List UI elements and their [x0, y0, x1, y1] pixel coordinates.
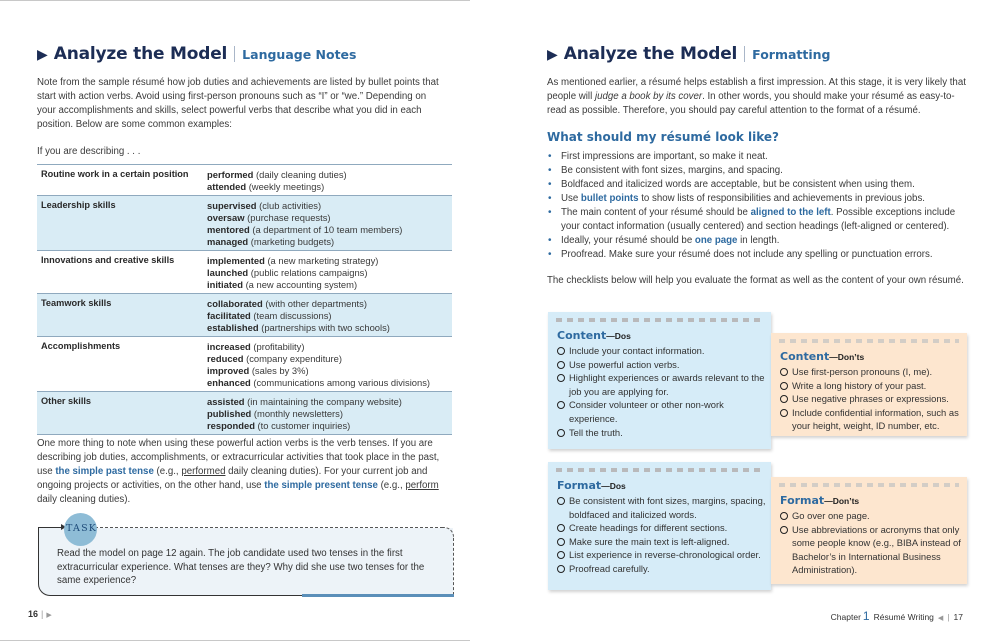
action-verb: responded — [207, 419, 255, 431]
verb-object: (purchase requests) — [247, 212, 331, 224]
verb-object: (communications among various divisions) — [253, 376, 431, 388]
tense-note-text: daily cleaning duties). — [37, 494, 131, 505]
verb-object: (a department of 10 team members) — [252, 223, 403, 235]
task-arrow-line — [38, 527, 64, 528]
verb-example — [207, 396, 452, 408]
action-verb: enhanced — [207, 376, 251, 388]
action-verb: supervised — [207, 200, 257, 212]
checkbox-ring-icon — [557, 361, 565, 369]
verb-object: (club activities) — [259, 200, 322, 212]
page-number: 16 — [28, 609, 39, 619]
card-title-sub: —Dos — [606, 331, 631, 341]
card-dashed-stripe — [779, 339, 959, 343]
checklist-item-text: Use negative phrases or expressions. — [792, 393, 949, 405]
checkbox-ring-icon — [780, 368, 788, 376]
left-page — [0, 0, 499, 642]
checklist-item — [780, 365, 967, 379]
question-heading: What should my résumé look like? — [547, 130, 779, 144]
action-verb: implemented — [207, 255, 265, 267]
past-example: performed — [181, 466, 226, 477]
emphasis-term: bullet points — [580, 193, 639, 204]
checklist-item-text: List experience in reverse-chronological order. — [569, 549, 761, 561]
verb-object: (public relations campaigns) — [250, 266, 368, 278]
bullet-text: First impressions are important, so make it neat. — [561, 151, 768, 162]
card-title — [557, 479, 771, 492]
checkbox-ring-icon — [557, 565, 565, 573]
bullet-dot-icon: • — [548, 165, 552, 176]
action-verb: attended — [207, 180, 247, 192]
table-verbs — [207, 255, 452, 290]
chapter-number: 1 — [862, 609, 870, 623]
table-lead: If you are describing . . . — [37, 146, 141, 157]
action-verb: collaborated — [207, 298, 263, 310]
verb-object: (daily cleaning duties) — [255, 169, 347, 180]
checklist-item — [557, 494, 771, 521]
verb-object: (company expenditure) — [246, 353, 342, 365]
chapter-title: Résumé Writing — [873, 612, 934, 622]
section-title: Analyze the Model — [563, 44, 738, 64]
checklist-item-text: Include your contact information. — [569, 345, 705, 356]
card-title-sub: —Dos — [601, 481, 626, 491]
verb-example — [207, 408, 452, 420]
task-dashed-border — [453, 538, 454, 595]
card-title-sub: —Don’ts — [824, 496, 860, 506]
play-triangle-icon: ▶ — [547, 46, 558, 62]
checklist-item-text: Highlight experiences or awards relevant to the job you are applying for. — [569, 372, 765, 397]
table-category: Accomplishments — [41, 341, 121, 352]
table-category: Leadership skills — [41, 200, 116, 211]
emphasis-term: aligned to the left — [750, 207, 831, 218]
action-verb: performed — [207, 169, 254, 180]
list-item — [547, 206, 967, 234]
intro-paragraph: Note from the sample résumé how job duties and achievements are listed by bullet points that start with action verbs. Avoid using first-person pronouns such as “I” or “we.” Depending on your accomplishments and skills, select powerful verbs that describe what you did in each position. Below are some common examples: — [37, 77, 439, 130]
checkbox-ring-icon — [557, 551, 565, 559]
folio-separator: | — [41, 609, 44, 619]
verb-example — [207, 341, 452, 353]
table-row — [37, 251, 452, 294]
checklist — [557, 344, 771, 439]
verb-object: (team discussions) — [253, 310, 332, 322]
action-verb: increased — [207, 341, 251, 353]
action-verb: improved — [207, 364, 250, 376]
page-folio-left — [28, 609, 52, 619]
checklist-item — [557, 548, 771, 562]
tense-note-text: (e.g., — [377, 480, 406, 491]
section-subtitle: Language Notes — [242, 47, 357, 62]
table-verbs — [207, 200, 452, 247]
verb-example — [207, 310, 452, 322]
card-dashed-stripe — [556, 318, 763, 322]
card-dashed-stripe — [556, 468, 763, 472]
checklist-card-content-dos — [548, 312, 771, 449]
checkbox-ring-icon — [557, 538, 565, 546]
verb-example — [207, 298, 452, 310]
table-row — [37, 392, 452, 435]
action-verb: oversaw — [207, 212, 245, 224]
list-item — [547, 192, 967, 206]
section-subtitle: Formatting — [752, 47, 831, 62]
checkbox-ring-icon — [557, 347, 565, 355]
checklist-item — [557, 398, 771, 425]
chapter-label: Chapter — [830, 612, 861, 622]
verb-example — [207, 279, 452, 291]
action-verb-table — [37, 164, 452, 435]
action-verb: assisted — [207, 396, 245, 408]
checkbox-ring-icon — [780, 409, 788, 417]
checklist — [780, 365, 967, 433]
checklist-item-text: Use powerful action verbs. — [569, 358, 680, 370]
card-title-main: Content — [780, 350, 830, 363]
checklist-item — [780, 406, 967, 433]
list-item — [547, 164, 967, 178]
verb-object: (in maintaining the company website) — [247, 396, 402, 408]
action-verb: launched — [207, 266, 249, 278]
card-dashed-stripe — [779, 483, 959, 487]
checklist — [557, 494, 771, 576]
verb-example — [207, 353, 452, 365]
verb-example — [207, 322, 452, 334]
checklist-item — [557, 358, 771, 372]
small-triangle-icon: ◀ — [937, 615, 944, 622]
verb-object: (monthly newsletters) — [253, 407, 343, 419]
checkbox-ring-icon — [780, 512, 788, 520]
table-category: Innovations and creative skills — [41, 255, 175, 266]
page-folio-right — [831, 609, 963, 623]
checkbox-ring-icon — [557, 374, 565, 382]
checklist-item — [557, 535, 771, 549]
list-item — [547, 178, 967, 192]
checklist-item-text: Include confidential information, such as your height, weight, ID number, etc. — [792, 406, 959, 432]
heading-divider — [744, 46, 745, 62]
table-row — [37, 196, 452, 251]
verb-object: (marketing budgets) — [250, 235, 335, 247]
verb-object: (to customer inquiries) — [257, 419, 351, 431]
table-category: Other skills — [41, 396, 92, 407]
checklist-item — [780, 523, 967, 577]
bullet-dot-icon: • — [548, 249, 552, 260]
checklist-item — [780, 392, 967, 406]
bullet-text: Boldfaced and italicized words are acceptable, but be consistent when using them. — [561, 179, 915, 190]
table-verbs — [207, 169, 452, 192]
table-verbs — [207, 298, 452, 333]
bullet-text: Use — [561, 193, 581, 204]
verb-example — [207, 181, 452, 193]
table-verbs — [207, 341, 452, 388]
task-dashed-border — [95, 527, 443, 528]
checklist — [780, 509, 967, 577]
checklist-card-format-dos — [548, 462, 771, 590]
tense-note-text: daily cleaning duties). For your current job and ongoing projects or activities, on the other hand, use — [37, 466, 428, 491]
present-example: perform — [405, 480, 439, 491]
list-item — [547, 150, 967, 164]
intro-text: As mentioned earlier, a résumé helps establish a first impression. At this stage, it is very likely that people will — [547, 77, 966, 102]
verb-example — [207, 267, 452, 279]
simple-past-term: the simple past tense — [55, 466, 154, 477]
checkbox-ring-icon — [557, 429, 565, 437]
table-row — [37, 294, 452, 337]
table-row — [37, 337, 452, 392]
bullet-text: to show lists of responsibilities and achievements in previous jobs. — [638, 193, 925, 204]
task-text: Read the model on page 12 again. The job candidate used two tenses in the first extracurricular experience. What tenses are they? Why did she use two tenses for the same experience? — [57, 548, 425, 586]
checklist-item — [557, 371, 771, 398]
formatting-bullet-list — [547, 150, 967, 262]
bullet-dot-icon: • — [548, 193, 552, 204]
checklist-item — [557, 426, 771, 440]
verb-object: (a new marketing strategy) — [267, 255, 379, 267]
bullet-text: Ideally, your résumé should be — [561, 235, 695, 246]
verb-example — [207, 420, 452, 432]
list-item — [547, 234, 967, 248]
simple-present-term: the simple present tense — [264, 480, 378, 491]
checklist-item-text: Go over one page. — [792, 510, 870, 521]
card-title-sub: —Don’ts — [829, 352, 865, 362]
page-number: 17 — [953, 612, 963, 622]
checklist-card-format-donts — [771, 477, 967, 584]
checklist-item-text: Use first-person pronouns (I, me). — [792, 366, 933, 377]
action-verb: established — [207, 321, 259, 333]
small-triangle-icon: ▶ — [46, 612, 52, 619]
card-title — [780, 494, 967, 507]
checkbox-ring-icon — [557, 401, 565, 409]
verb-example — [207, 377, 452, 389]
idiom-italic: judge a book by its cover — [594, 91, 703, 102]
card-title-main: Format — [780, 494, 825, 507]
action-verb: initiated — [207, 278, 243, 290]
verb-example — [207, 224, 452, 236]
bullet-dot-icon: • — [548, 151, 552, 162]
list-item — [547, 248, 967, 262]
card-title — [780, 350, 967, 363]
checkbox-ring-icon — [780, 382, 788, 390]
verb-object: (partnerships with two schools) — [261, 321, 390, 333]
bullet-text: The main content of your résumé should be — [561, 207, 751, 218]
verb-object: (a new accounting system) — [245, 278, 358, 290]
checklist-item — [780, 509, 967, 523]
verb-object: (profitability) — [253, 341, 305, 353]
tense-note-text: (e.g., — [153, 466, 182, 477]
table-category: Teamwork skills — [41, 298, 112, 309]
folio-separator: | — [947, 612, 950, 622]
intro-text: . In other words, you should make your résumé as easy-to-read as possible. Therefore, you should pay careful attention to the format of a résumé. — [547, 91, 955, 116]
emphasis-term: one page — [694, 235, 738, 246]
card-title — [557, 329, 771, 342]
heading-divider — [234, 46, 235, 62]
checkbox-ring-icon — [780, 526, 788, 534]
checklist-item — [557, 344, 771, 358]
verb-example — [207, 365, 452, 377]
table-category: Routine work in a certain position — [41, 169, 189, 179]
checklist-item — [557, 562, 771, 576]
bullet-text: in length. — [737, 235, 780, 246]
bullet-dot-icon: • — [548, 179, 552, 190]
verb-object: (sales by 3%) — [251, 364, 309, 376]
section-heading-formatting — [547, 44, 831, 64]
verb-object: (weekly meetings) — [248, 180, 325, 192]
checklist-item-text: Consider volunteer or other non-work experience. — [569, 399, 724, 424]
play-triangle-icon: ▶ — [37, 46, 48, 62]
verb-example — [207, 200, 452, 212]
section-title: Analyze the Model — [53, 44, 228, 64]
checklist-item — [780, 379, 967, 393]
bullet-text: . Possible exceptions include your contact information (usually centered) and section headings (left-aligned or centered). — [561, 207, 956, 232]
checklist-item-text: Create headings for different sections. — [569, 522, 728, 534]
checkbox-ring-icon — [780, 395, 788, 403]
action-verb: managed — [207, 235, 249, 247]
checklist-card-content-donts — [771, 333, 967, 436]
verb-example — [207, 236, 452, 248]
bullet-text: Proofread. Make sure your résumé does not include any spelling or punctuation errors. — [561, 249, 933, 260]
checklist-item-text: Proofread carefully. — [569, 562, 650, 574]
checkbox-ring-icon — [557, 524, 565, 532]
checklist-item-text: Tell the truth. — [569, 426, 623, 438]
checklist-item-text: Be consistent with font sizes, margins, spacing, boldfaced and italicized words. — [569, 495, 766, 520]
checklist-intro: The checklists below will help you evaluate the format as well as the content of your own résumé. — [547, 275, 964, 286]
checklist-item-text: Make sure the main text is left-aligned. — [569, 535, 730, 547]
task-label: TASK — [66, 523, 98, 534]
action-verb: facilitated — [207, 310, 251, 322]
card-title-main: Content — [557, 329, 607, 342]
verb-example — [207, 255, 452, 267]
verb-example — [207, 169, 452, 181]
card-title-main: Format — [557, 479, 602, 492]
bullet-text: Be consistent with font sizes, margins, and spacing. — [561, 165, 783, 176]
action-verb: mentored — [207, 223, 250, 235]
task-accent-bar — [302, 594, 454, 597]
checklist-item-text: Use abbreviations or acronyms that only some people know (e.g., BIBA instead of Bachelor’s in International Business Administration). — [792, 523, 961, 576]
tense-note-paragraph — [37, 437, 452, 507]
table-row — [37, 165, 452, 196]
verb-object: (with other departments) — [265, 298, 367, 310]
tense-note-text: One more thing to note when using these powerful action verbs is the verb tenses. If you are describing job duties, accomplishments, or extracurricular activities that took place in the past, use — [37, 438, 440, 477]
table-verbs — [207, 396, 452, 431]
action-verb: published — [207, 407, 252, 419]
formatting-intro — [547, 76, 967, 118]
right-page — [500, 0, 999, 642]
bullet-dot-icon: • — [548, 235, 552, 246]
section-heading-language-notes — [37, 44, 356, 64]
checkbox-ring-icon — [557, 497, 565, 505]
checklist-item-text: Write a long history of your past. — [792, 379, 927, 391]
action-verb: reduced — [207, 353, 244, 365]
checklist-item — [557, 521, 771, 535]
bullet-dot-icon: • — [548, 207, 552, 218]
verb-example — [207, 212, 452, 224]
